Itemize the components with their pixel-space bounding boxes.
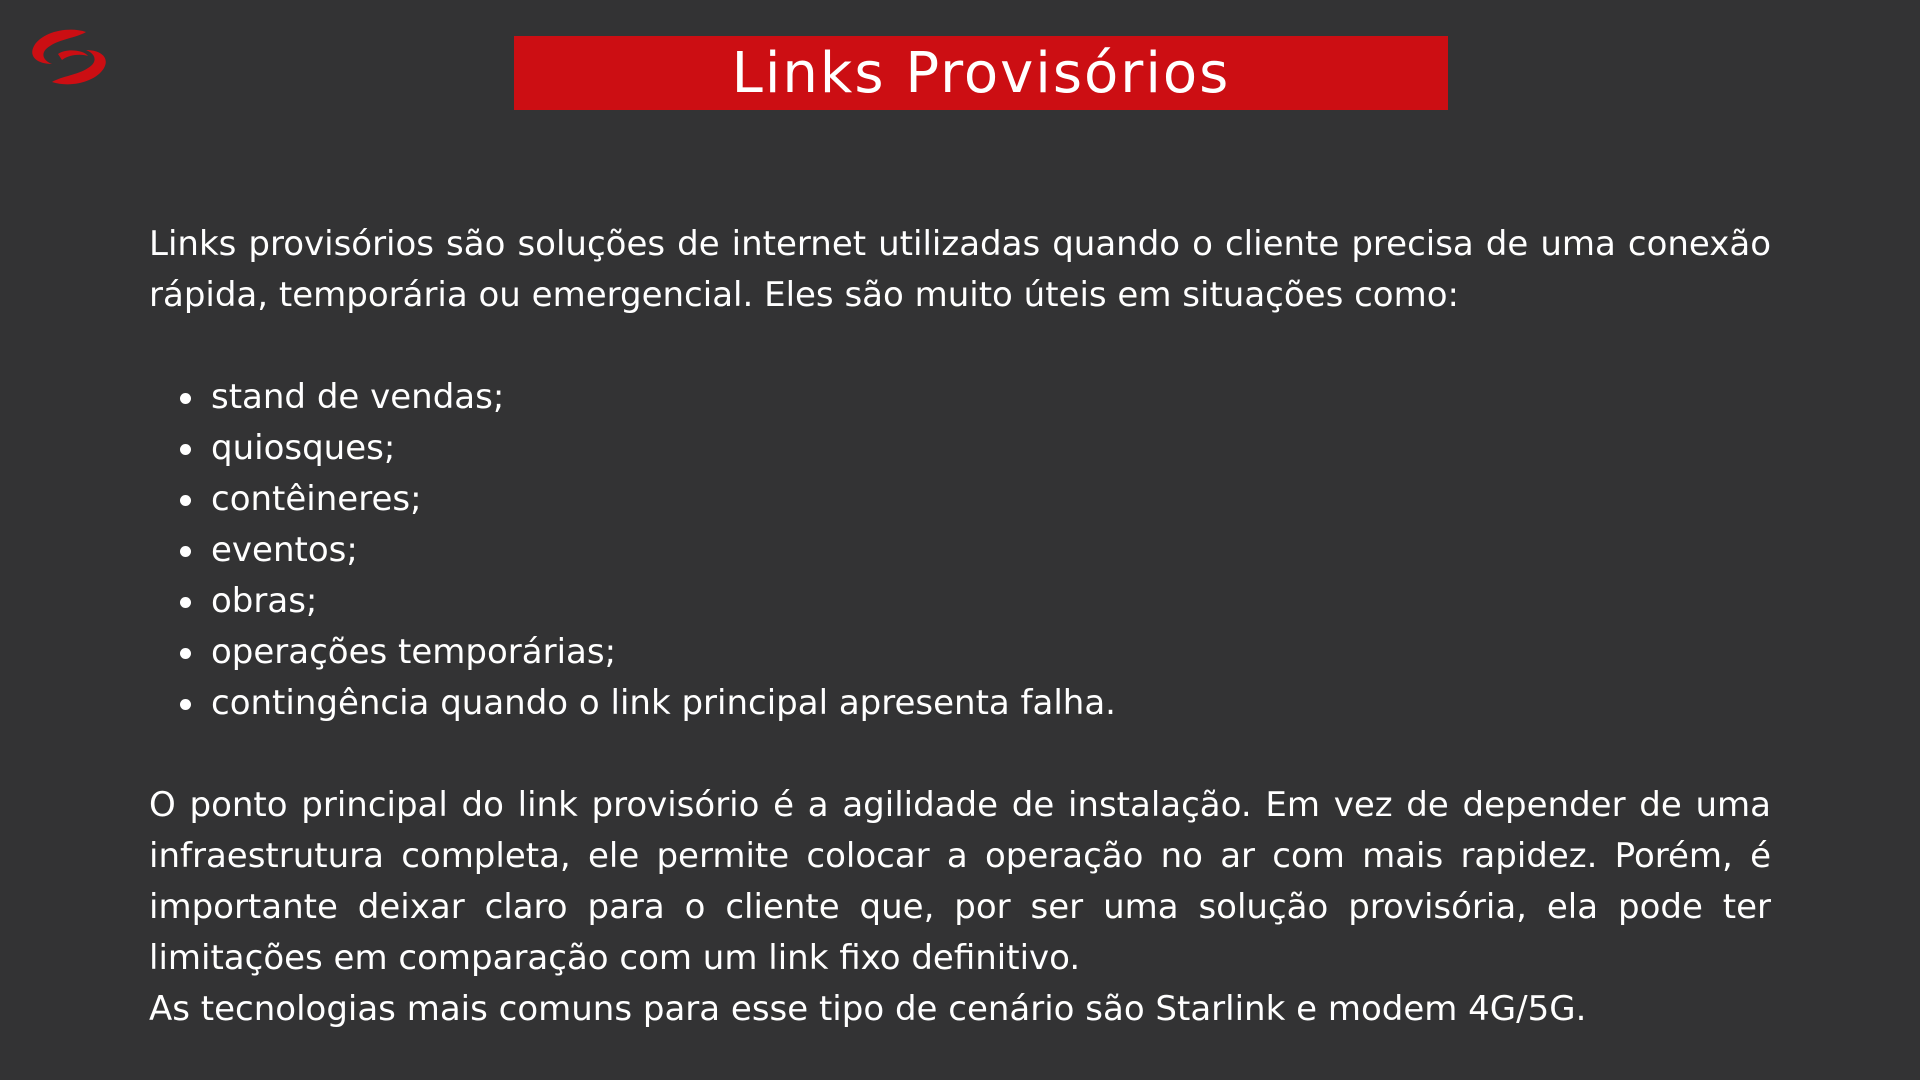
bullet-icon (180, 393, 191, 404)
list-item (211, 678, 1771, 729)
swirl-logo-icon (28, 24, 108, 90)
list-item-text: stand de vendas; (211, 377, 505, 417)
main-content (149, 219, 1771, 1035)
bullet-icon (180, 648, 191, 659)
bullet-icon (180, 597, 191, 608)
list-item-text: quiosques; (211, 428, 396, 468)
bullet-icon (180, 546, 191, 557)
list-item-text: contingência quando o link principal apresenta falha. (211, 683, 1116, 723)
intro-paragraph: Links provisórios são soluções de internet utilizadas quando o cliente precisa de uma conexão rápida, temporária ou emergencial. Eles são muito úteis em situações como: (149, 224, 1771, 315)
list-item (211, 423, 1771, 474)
list-item-text: contêineres; (211, 479, 422, 519)
list-item (211, 474, 1771, 525)
closing-paragraph: As tecnologias mais comuns para esse tipo de cenário são Starlink e modem 4G/5G. (149, 989, 1587, 1029)
bullet-icon (180, 444, 191, 455)
list-item-text: eventos; (211, 530, 358, 570)
list-item (211, 627, 1771, 678)
list-item (211, 372, 1771, 423)
bullet-icon (180, 495, 191, 506)
body-paragraph: O ponto principal do link provisório é a agilidade de instalação. Em vez de depender de uma infraestrutura completa, ele permite colocar a operação no ar com mais rapidez. Porém, é importante deixar claro para o cliente que, por ser uma solução provisória, ela pode ter limitações em comparação com um link fixo definitivo. (149, 785, 1771, 978)
bullet-icon (180, 699, 191, 710)
list-item-text: operações temporárias; (211, 632, 617, 672)
title-banner (514, 36, 1448, 110)
list-item-text: obras; (211, 581, 318, 621)
situations-list (149, 372, 1771, 729)
page-title: Links Provisórios (731, 41, 1231, 106)
list-item (211, 576, 1771, 627)
list-item (211, 525, 1771, 576)
